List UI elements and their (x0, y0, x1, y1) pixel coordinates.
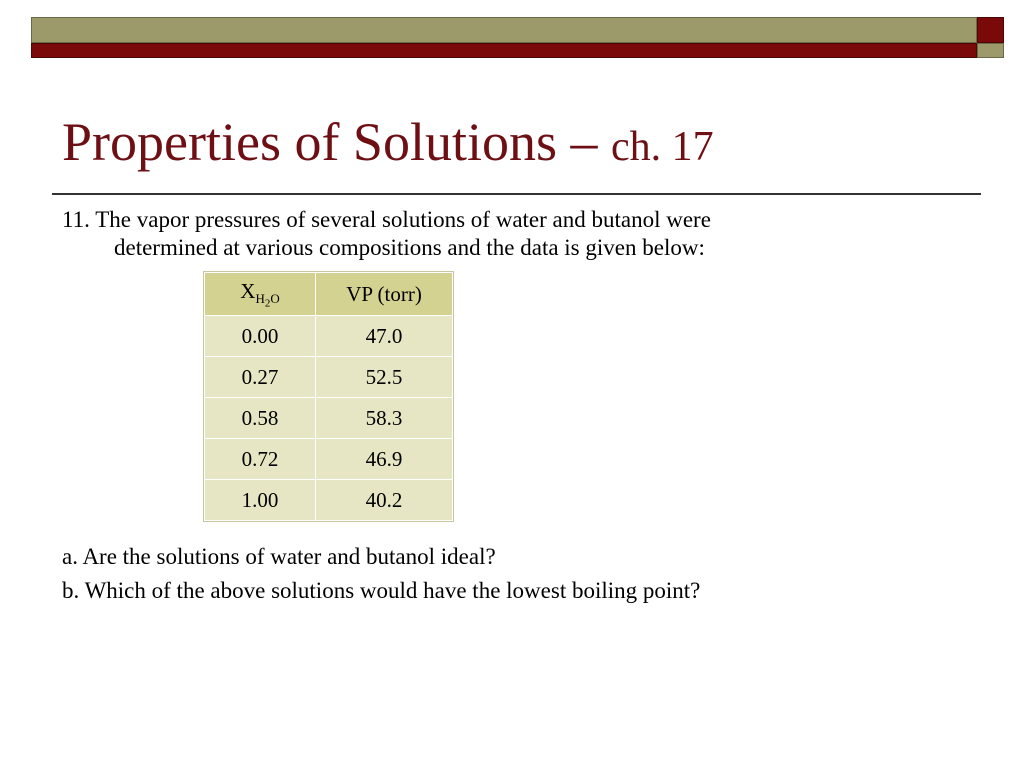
header-x-symbol: X (240, 278, 256, 303)
chapter-label: ch. 17 (611, 124, 714, 170)
table-row (205, 357, 453, 398)
intro-line-2: determined at various compositions and the data is given below: (114, 234, 705, 260)
title-divider (52, 193, 981, 195)
cell-mole-fraction: 0.27 (205, 357, 316, 398)
header-bar-maroon (31, 43, 977, 58)
cell-vapor-pressure: 46.9 (316, 439, 453, 480)
header-mole-fraction (205, 273, 316, 316)
vapor-pressure-table (204, 272, 453, 521)
cell-vapor-pressure: 52.5 (316, 357, 453, 398)
header-square-olive (977, 43, 1004, 58)
table-header-row (205, 273, 453, 316)
intro-line-1: 11. The vapor pressures of several solutions of water and butanol were (62, 207, 711, 232)
cell-mole-fraction: 1.00 (205, 480, 316, 521)
title-text: Properties of Solutions (62, 112, 557, 172)
table-row (205, 316, 453, 357)
cell-mole-fraction: 0.00 (205, 316, 316, 357)
problem-intro (62, 206, 922, 261)
question-a: a. Are the solutions of water and butanol ideal? (62, 544, 496, 569)
cell-mole-fraction: 0.72 (205, 439, 316, 480)
cell-vapor-pressure: 40.2 (316, 480, 453, 521)
cell-vapor-pressure: 58.3 (316, 398, 453, 439)
slide-title (62, 110, 714, 175)
table-row (205, 439, 453, 480)
subscript-h: H (255, 290, 265, 306)
subscript-2: 2 (264, 297, 271, 310)
question-b: b. Which of the above solutions would have the lowest boiling point? (62, 578, 701, 603)
subscript-o: O (270, 290, 280, 306)
header-square-maroon (977, 17, 1004, 43)
table-row (205, 398, 453, 439)
table-row (205, 480, 453, 521)
cell-vapor-pressure: 47.0 (316, 316, 453, 357)
header-bar-olive (31, 17, 977, 43)
header-vapor-pressure: VP (torr) (316, 273, 453, 316)
cell-mole-fraction: 0.58 (205, 398, 316, 439)
header-x-subscript (255, 290, 280, 310)
title-separator: – (570, 112, 598, 172)
